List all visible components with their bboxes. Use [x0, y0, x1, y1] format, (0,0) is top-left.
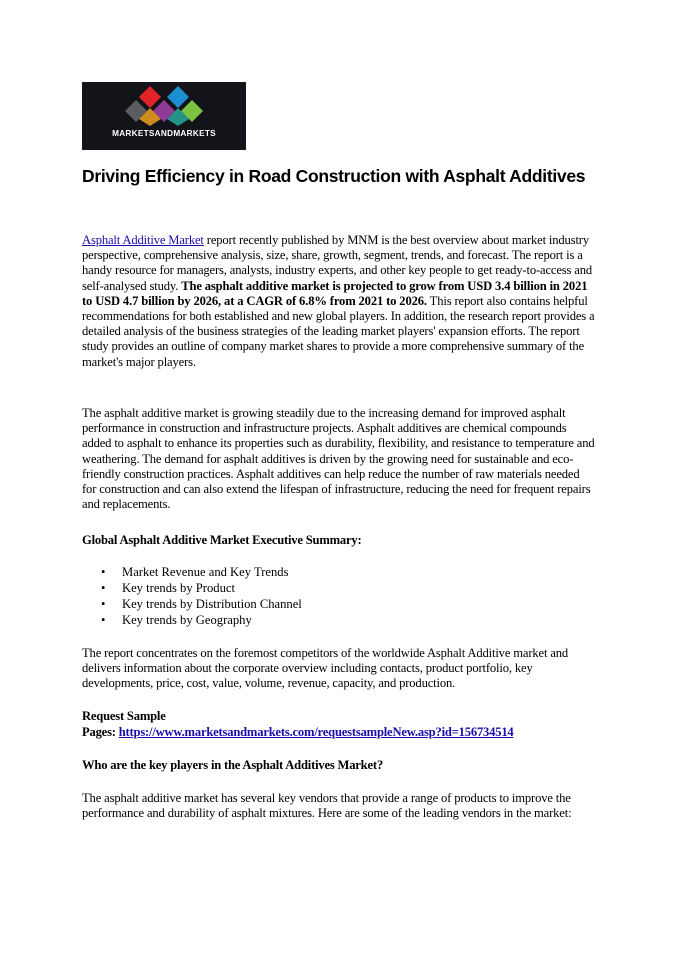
request-sample-link[interactable]: https://www.marketsandmarkets.com/requestsampleNew.asp?id=156734514: [118, 725, 514, 739]
bullet-icon: •: [101, 565, 106, 579]
intro-bold-forecast: The asphalt additive market is projected to grow from USD 3.4 billion in 2021 to USD 4.7 billion by 2026, at a CAGR of 6.8% from 2021 to 2026.: [82, 278, 588, 308]
pages-label: Pages:: [82, 725, 119, 739]
list-item: • Key trends by Geography: [101, 613, 252, 627]
logo-wordmark: MARKETSANDMARKETS: [112, 129, 216, 138]
intro-text-1: report recently published by MNM is the best overview about market industry perspective, comprehensive analysis, size, share, growth, segment, trends, and forecast. The report is a handy resource for managers, analysts, industry experts, and other key people to get ready-to-access and self-analysed study.: [82, 233, 592, 293]
marketsandmarkets-logo: [82, 82, 246, 150]
logo-diamonds-icon: [82, 82, 246, 150]
competitors-paragraph: The report concentrates on the foremost competitors of the worldwide Asphalt Additive market and delivers information about the corporate overview including contacts, product portfolio, key developments, price, cost, value, volume, revenue, capacity, and production.: [82, 646, 569, 691]
market-growth-paragraph: The asphalt additive market is growing steadily due to the increasing demand for improved asphalt performance in construction and infrastructure projects. Asphalt additives are chemical compounds added to asphalt to enhance its properties such as durability, flexibility, and resistance to temperature and weathering. The demand for asphalt additives is driven by the growing need for sustainable and eco-friendly construction practices. Asphalt additives can help reduce the number of raw materials needed for construction and can also extend the lifespan of infrastructure, reducing the need for frequent repairs and replacements.: [82, 406, 595, 512]
list-item: • Market Revenue and Key Trends: [101, 565, 289, 579]
key-vendors-paragraph: The asphalt additive market has several key vendors that provide a range of products to improve the performance and durability of asphalt mixtures. Here are some of the leading vendors in the market:: [82, 791, 572, 821]
executive-summary-list: [82, 564, 302, 628]
request-sample-label: Request Sample: [82, 709, 166, 723]
list-item: • Key trends by Product: [101, 581, 235, 595]
key-players-heading: Who are the key players in the Asphalt Additives Market?: [82, 758, 383, 772]
intro-text-2: This report also contains helpful recommendations for both established and new global players. In addition, the research report provides a detailed analysis of the business strategies of the leading market players' expansion efforts. The report study provides an outline of company market shares to provide a more comprehensive summary of the market's major players.: [82, 293, 595, 369]
bullet-icon: •: [101, 597, 106, 611]
list-item: • Key trends by Distribution Channel: [101, 597, 302, 611]
page-title: Driving Efficiency in Road Construction with Asphalt Additives: [82, 166, 586, 186]
intro-paragraph: [82, 233, 596, 370]
asphalt-additive-market-link[interactable]: Asphalt Additive Market: [82, 233, 204, 247]
bullet-icon: •: [101, 613, 106, 627]
request-sample-pages: [82, 725, 514, 740]
bullet-icon: •: [101, 581, 106, 595]
executive-summary-heading: Global Asphalt Additive Market Executive Summary:: [82, 533, 362, 547]
